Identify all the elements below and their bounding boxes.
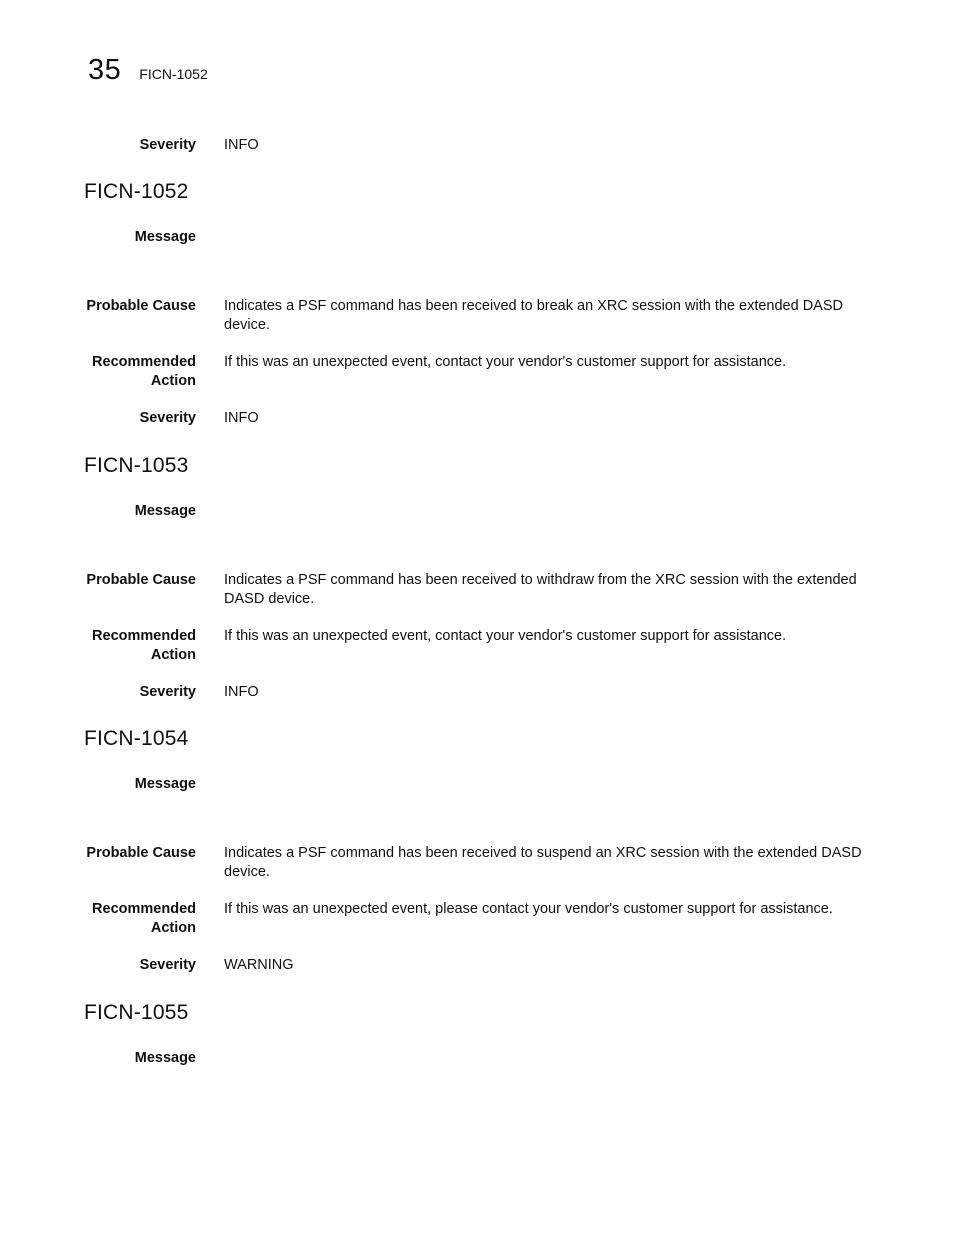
message-row <box>0 775 954 794</box>
probable-cause-text: Indicates a PSF command has been received to suspend an XRC session with the extended DASD device. <box>224 845 862 880</box>
severity-value: INFO <box>224 410 259 426</box>
message-label: Message <box>134 776 196 792</box>
probable-cause-label: Probable Cause <box>86 845 196 861</box>
recommended-action-row <box>0 627 954 665</box>
severity-row <box>0 956 954 975</box>
recommended-label-line2: Action <box>150 373 196 389</box>
recommended-label-line1: Recommended <box>92 901 196 917</box>
recommended-label-line2: Action <box>150 920 196 936</box>
section-title-ficn-1055: FICN-1055 <box>84 1001 189 1024</box>
severity-value: WARNING <box>224 957 294 973</box>
recommended-action-text: If this was an unexpected event, contact your vendor's customer support for assistance. <box>224 354 787 370</box>
severity-value: INFO <box>224 684 259 700</box>
recommended-action-label <box>0 627 196 665</box>
recommended-action-text: If this was an unexpected event, contact your vendor's customer support for assistance. <box>224 628 787 644</box>
probable-cause-row <box>0 844 954 880</box>
probable-cause-row <box>0 571 954 607</box>
recommended-action-label <box>0 900 196 938</box>
recommended-action-text: If this was an unexpected event, please contact your vendor's customer support for assistance. <box>224 901 833 917</box>
section-title-ficn-1053: FICN-1053 <box>84 454 189 477</box>
message-row <box>0 228 954 247</box>
recommended-action-label <box>0 353 196 391</box>
recommended-label-line2: Action <box>150 647 196 663</box>
severity-label: Severity <box>139 410 196 426</box>
recommended-label-line1: Recommended <box>92 354 196 370</box>
section-title-ficn-1052: FICN-1052 <box>84 180 189 203</box>
prev-entry-severity-row <box>0 136 954 155</box>
severity-row <box>0 683 954 702</box>
recommended-action-row <box>0 900 954 938</box>
message-label: Message <box>134 1050 196 1066</box>
probable-cause-label: Probable Cause <box>86 572 196 588</box>
message-row <box>0 1049 954 1068</box>
page-header <box>88 54 208 87</box>
probable-cause-label: Probable Cause <box>86 298 196 314</box>
severity-row <box>0 409 954 428</box>
section-title-ficn-1054: FICN-1054 <box>84 727 189 750</box>
probable-cause-text: Indicates a PSF command has been received to break an XRC session with the extended DASD device. <box>224 298 843 333</box>
severity-label: Severity <box>139 137 196 153</box>
severity-label: Severity <box>139 684 196 700</box>
severity-value: INFO <box>224 137 259 153</box>
message-row <box>0 502 954 521</box>
severity-label: Severity <box>139 957 196 973</box>
probable-cause-row <box>0 297 954 333</box>
chapter-number: 35 <box>88 54 122 86</box>
message-label: Message <box>134 229 196 245</box>
probable-cause-text: Indicates a PSF command has been received to withdraw from the XRC session with the extended DASD device. <box>224 572 857 607</box>
recommended-label-line1: Recommended <box>92 628 196 644</box>
message-label: Message <box>134 503 196 519</box>
running-title: FICN-1052 <box>139 66 208 82</box>
recommended-action-row <box>0 353 954 391</box>
